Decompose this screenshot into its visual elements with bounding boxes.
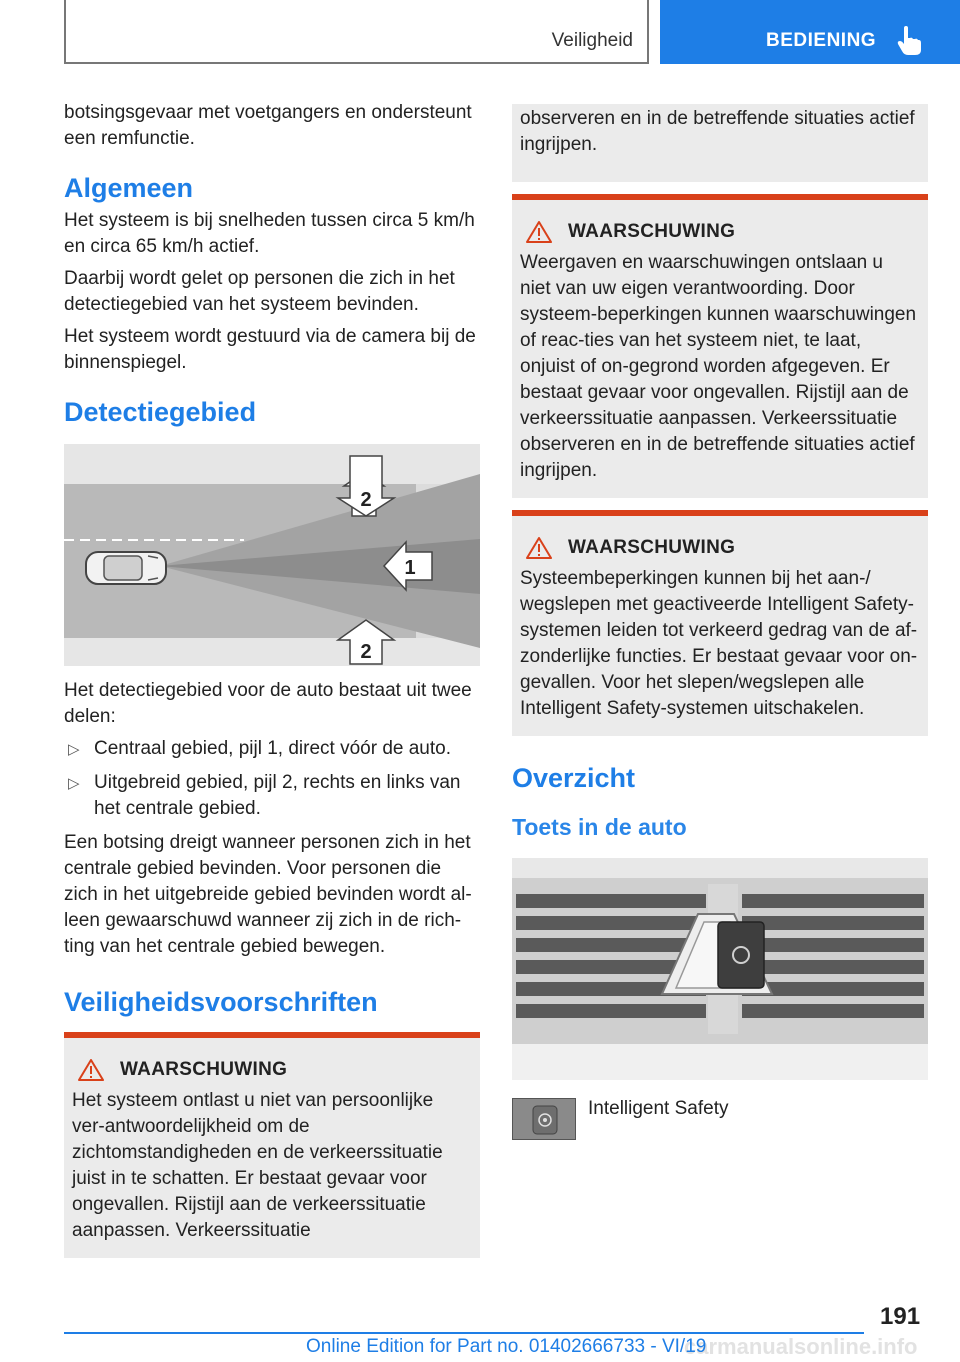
warning-text: Het systeem ontlast u niet van persoonlijke ver-antwoordelijkheid om de zichtomstandigheden en de verkeerssituatie juist in te schatten. Er bestaat gevaar voor ongevallen. Rijstijl aan de verkeerssituatie aanpassen. Verkeerssituatie bbox=[72, 1090, 443, 1241]
triangle-bullet-icon: ▷ bbox=[68, 775, 80, 792]
detectie-paragraph-1: Het detectiegebied voor de auto bestaat uit twee delen: bbox=[64, 680, 472, 727]
heading-overzicht: Overzicht bbox=[512, 763, 636, 793]
warning-continuation bbox=[512, 104, 928, 182]
header-chapter-tab[interactable] bbox=[660, 0, 960, 64]
bullet-text-1: Centraal gebied, pijl 1, direct vóór de auto. bbox=[94, 738, 451, 759]
algemeen-paragraph-1: Het systeem is bij snelheden tussen circa 5 km/h en circa 65 km/h actief. bbox=[64, 210, 475, 257]
subheading-toets-in-de-auto: Toets in de auto bbox=[512, 814, 687, 840]
warning-text: Systeembeperkingen kunnen bij het aan-/ wegslepen met geactiveerde Intelligent Safety-systemen leiden tot verkeerd gedrag van de af-zonderlijke functies. Er bestaat gevaar voor on-gevallen. Voor het slepen/wegslepen alle Intelligent Safety-systemen uitschakelen. bbox=[520, 568, 918, 719]
left-column bbox=[64, 100, 480, 1258]
button-legend-row bbox=[512, 1096, 928, 1140]
warning-title: WAARSCHUWING bbox=[568, 537, 736, 558]
watermark: carmanualsonline.info bbox=[684, 1334, 918, 1359]
dashboard-button-illustration bbox=[512, 858, 928, 1080]
warning-text: Weergaven en waarschuwingen ontslaan u niet van uw eigen verantwoording. Door systeem-beperkingen kunnen waarschuwingen of reac-ties van het systeem niet, te laat, onjuist of on-gegrond worden afgegeven. Er bestaat gevaar voor ongevallen. Rijstijl aan de verkeerssituatie aanpassen. Verkeerssituatie observeren en in de betreffende situaties actief ingrijpen. bbox=[520, 252, 917, 481]
warning-title: WAARSCHUWING bbox=[120, 1059, 288, 1080]
footer-edition: Online Edition for Part no. 01402666733 - VI/19 bbox=[306, 1336, 707, 1357]
button-location-figure bbox=[512, 858, 928, 1080]
car-icon bbox=[86, 552, 166, 584]
intelligent-safety-button[interactable] bbox=[512, 1098, 576, 1140]
heading-detectiegebied: Detectiegebied bbox=[64, 397, 257, 427]
figure-label-2-top: 2 bbox=[360, 489, 372, 511]
intelligent-safety-icon bbox=[513, 1099, 577, 1141]
hand-pointer-icon bbox=[896, 26, 922, 56]
heading-veiligheidsvoorschriften: Veiligheidsvoorschriften bbox=[64, 987, 378, 1017]
figure-label-2-bottom: 2 bbox=[360, 641, 372, 663]
algemeen-paragraph-2: Daarbij wordt gelet op personen die zich in het detectiegebied van het systeem bevinden. bbox=[64, 268, 455, 315]
figure-label-1: 1 bbox=[404, 557, 416, 579]
detection-area-illustration bbox=[64, 444, 480, 666]
warning-box-left bbox=[64, 1032, 480, 1258]
algemeen-paragraph-3: Het systeem wordt gestuurd via de camera bij de binnenspiegel. bbox=[64, 326, 476, 373]
bullet-item-2 bbox=[64, 770, 480, 822]
bullet-text-2: Uitgebreid gebied, pijl 2, rechts en links van het centrale gebied. bbox=[94, 772, 461, 819]
intelligent-safety-label: Intelligent Safety bbox=[588, 1098, 729, 1119]
warning-triangle-icon bbox=[526, 536, 552, 560]
heading-algemeen: Algemeen bbox=[64, 173, 194, 203]
detectie-paragraph-2: Een botsing dreigt wanneer personen zich in het centrale gebied bevinden. Voor personen die zich in het uitgebreide gebied bevinden wordt al-leen gewaarschuwd wanneer zij zich in de rich-ting van het centrale gebied bewegen. bbox=[64, 832, 472, 957]
triangle-bullet-icon: ▷ bbox=[68, 741, 80, 758]
page-number: 191 bbox=[880, 1303, 921, 1330]
right-column bbox=[512, 104, 928, 1140]
warning-triangle-icon bbox=[526, 220, 552, 244]
header-section-box bbox=[64, 0, 649, 64]
warning-continuation-text: observeren en in de betreffende situaties actief ingrijpen. bbox=[520, 108, 915, 155]
warning-box-right-2 bbox=[512, 510, 928, 736]
intro-paragraph: botsingsgevaar met voetgangers en ondersteunt een remfunctie. bbox=[64, 102, 472, 149]
detection-area-figure bbox=[64, 444, 480, 666]
bullet-item-1 bbox=[64, 736, 480, 762]
warning-title: WAARSCHUWING bbox=[568, 221, 736, 242]
header-section-title: Veiligheid bbox=[551, 30, 633, 51]
warning-triangle-icon bbox=[78, 1058, 104, 1082]
header-chapter-label: BEDIENING bbox=[766, 30, 877, 51]
warning-box-right-1 bbox=[512, 194, 928, 498]
